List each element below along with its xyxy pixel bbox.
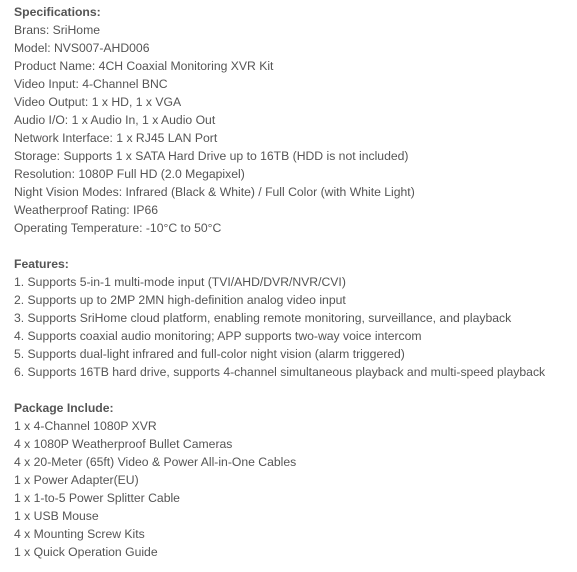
package-item: 1 x Quick Operation Guide	[14, 545, 158, 559]
spec-line-weatherproof: Weatherproof Rating: IP66	[14, 203, 159, 217]
feature-line: 1. Supports 5-in-1 multi-mode input (TVI/AHD/DVR/NVR/CVI)	[14, 275, 346, 289]
package-item: 1 x 1-to-5 Power Splitter Cable	[14, 491, 180, 505]
feature-line: 2. Supports up to 2MP 2MN high-definition analog video input	[14, 293, 346, 307]
spec-line-storage: Storage: Supports 1 x SATA Hard Drive up to 16TB (HDD is not included)	[14, 149, 409, 163]
spec-line-model: Model: NVS007-AHD006	[14, 41, 150, 55]
package-item: 4 x 20-Meter (65ft) Video & Power All-in-One Cables	[14, 455, 297, 469]
spec-line-night-vision: Night Vision Modes: Infrared (Black & White) / Full Color (with White Light)	[14, 185, 415, 199]
package-section	[14, 399, 577, 561]
package-item: 1 x Power Adapter(EU)	[14, 473, 139, 487]
spec-line-video-output: Video Output: 1 x HD, 1 x VGA	[14, 95, 182, 109]
package-item: 1 x USB Mouse	[14, 509, 99, 523]
package-item: 4 x Mounting Screw Kits	[14, 527, 145, 541]
spec-line-brand: Brans: SriHome	[14, 23, 101, 37]
spec-line-network-interface: Network Interface: 1 x RJ45 LAN Port	[14, 131, 218, 145]
spec-line-operating-temperature: Operating Temperature: -10°C to 50°C	[14, 221, 222, 235]
feature-line: 4. Supports coaxial audio monitoring; APP supports two-way voice intercom	[14, 329, 422, 343]
feature-line: 3. Supports SriHome cloud platform, enabling remote monitoring, surveillance, and playback	[14, 311, 512, 325]
spec-line-resolution: Resolution: 1080P Full HD (2.0 Megapixel)	[14, 167, 245, 181]
features-heading: Features:	[14, 257, 69, 271]
package-item: 4 x 1080P Weatherproof Bullet Cameras	[14, 437, 233, 451]
package-item: 1 x 4-Channel 1080P XVR	[14, 419, 157, 433]
spec-line-audio-io: Audio I/O: 1 x Audio In, 1 x Audio Out	[14, 113, 216, 127]
spec-line-video-input: Video Input: 4-Channel BNC	[14, 77, 168, 91]
features-section	[14, 255, 577, 381]
feature-line: 5. Supports dual-light infrared and full-color night vision (alarm triggered)	[14, 347, 405, 361]
specifications-section	[14, 3, 577, 237]
package-heading: Package Include:	[14, 401, 114, 415]
spec-line-product-name: Product Name: 4CH Coaxial Monitoring XVR Kit	[14, 59, 274, 73]
specifications-heading: Specifications:	[14, 5, 101, 19]
feature-line: 6. Supports 16TB hard drive, supports 4-channel simultaneous playback and multi-speed playback	[14, 365, 546, 379]
